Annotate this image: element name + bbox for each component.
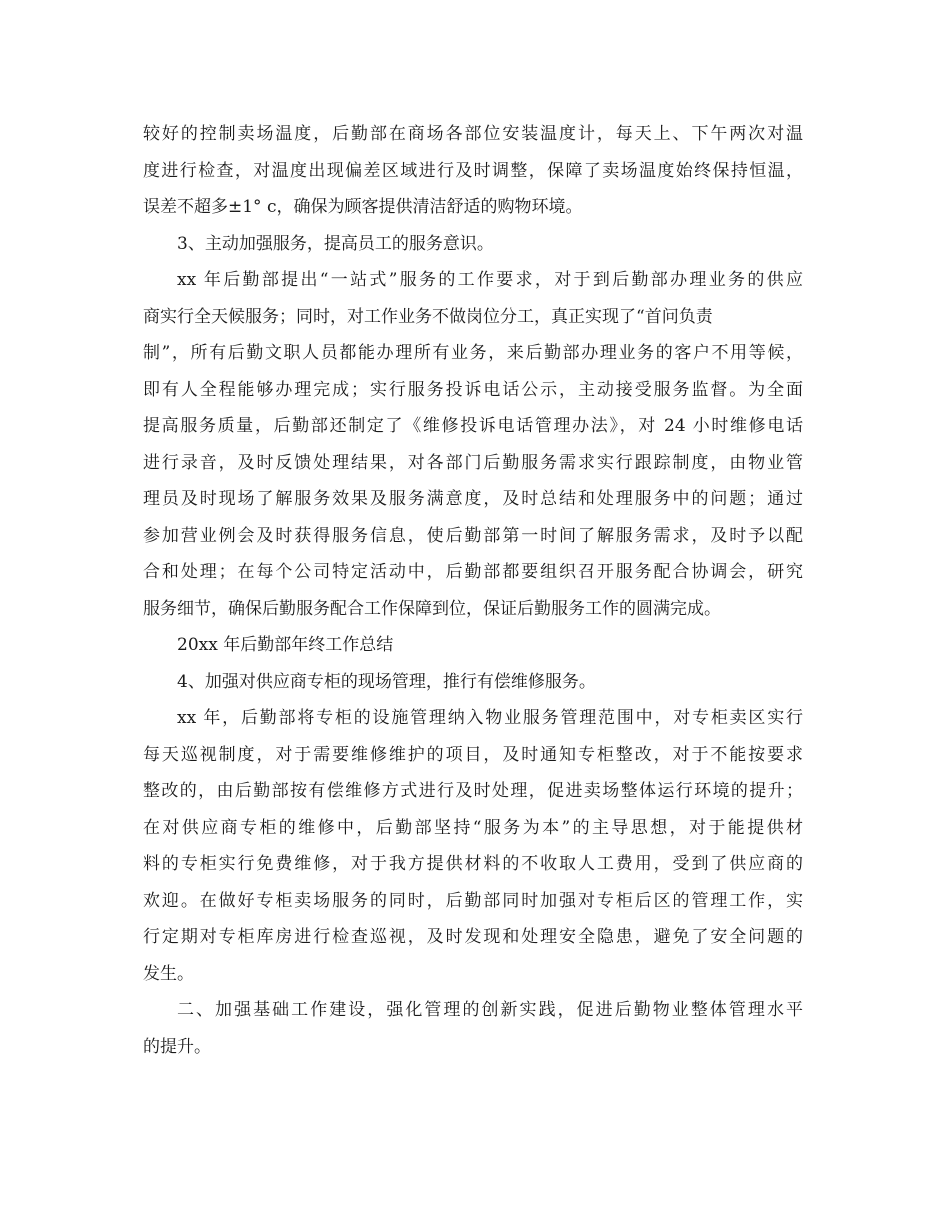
text-line: 二、加强基础工作建设，强化管理的创新实践，促进后勤物业整体管理水平	[177, 1000, 803, 1020]
text-line: 欢迎。在做好专柜卖场服务的同时，后勤部同时加强对专柜后区的管理工作，实	[143, 890, 803, 911]
text-line: 理员及时现场了解服务效果及服务满意度，及时总结和处理服务中的问题；通过	[143, 489, 803, 509]
text-line: 的提升。	[143, 1036, 211, 1057]
text-line: 即有人全程能够办理完成；实行服务投诉电话公示，主动接受服务监督。为全面	[143, 379, 803, 400]
text-line: 制”，所有后勤文职人员都能办理所有业务，来后勤部办理业务的客户不用等候，	[143, 343, 803, 363]
text-line: 20xx 年后勤部年终工作总结	[177, 635, 394, 655]
text-line: 在对供应商专柜的维修中，后勤部坚持“服务为本”的主导思想，对于能提供材	[143, 817, 803, 838]
text-line: 提高服务质量，后勤部还制定了《维修投诉电话管理办法》，对 24 小时维修电话	[143, 416, 803, 436]
text-line: 每天巡视制度，对于需要维修维护的项目，及时通知专柜整改，对于不能按要求	[143, 744, 803, 765]
text-line: 服务细节，确保后勤服务配合工作保障到位，保证后勤服务工作的圆满完成。	[143, 598, 721, 619]
text-line: 3、主动加强服务，提高员工的服务意识。	[177, 233, 494, 254]
text-line: xx 年后勤部提出“一站式”服务的工作要求，对于到后勤部办理业务的供应	[177, 270, 803, 290]
text-line: 商实行全天候服务；同时，对工作业务不做岗位分工，真正实现了“首问负责	[143, 306, 713, 327]
text-line: 整改的，由后勤部按有偿维修方式进行及时处理，促进卖场整体运行环境的提升；	[143, 781, 803, 801]
text-line: 进行录音，及时反馈处理结果，对各部门后勤服务需求实行跟踪制度，由物业管	[143, 452, 803, 473]
text-line: 4、加强对供应商专柜的现场管理，推行有偿维修服务。	[177, 671, 596, 692]
text-line: 发生。	[143, 963, 194, 984]
text-line: 误差不超多±1° c，确保为顾客提供清洁舒适的购物环境。	[143, 197, 583, 217]
document-body	[143, 116, 803, 1065]
text-line: 行定期对专柜库房进行检查巡视，及时发现和处理安全隐患，避免了安全问题的	[143, 927, 803, 947]
text-line: 度进行检查，对温度出现偏差区域进行及时调整，保障了卖场温度始终保持恒温，	[143, 160, 803, 181]
text-line: 较好的控制卖场温度，后勤部在商场各部位安装温度计，每天上、下午两次对温	[143, 124, 803, 144]
text-line: 合和处理；在每个公司特定活动中，后勤部都要组织召开服务配合协调会，研究	[143, 562, 803, 582]
text-line: xx 年，后勤部将专柜的设施管理纳入物业服务管理范围中，对专柜卖区实行	[177, 708, 803, 728]
text-line: 料的专柜实行免费维修，对于我方提供材料的不收取人工费用，受到了供应商的	[143, 854, 803, 874]
text-line: 参加营业例会及时获得服务信息，使后勤部第一时间了解服务需求，及时予以配	[143, 525, 803, 546]
